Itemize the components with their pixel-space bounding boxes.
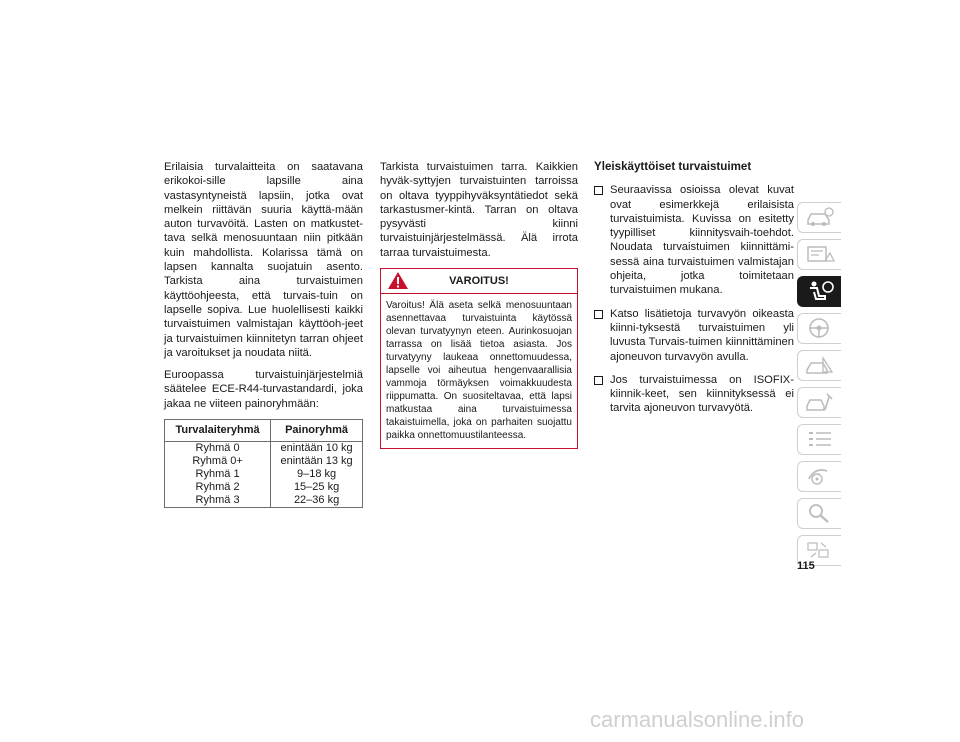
table-cell: Ryhmä 3 bbox=[165, 494, 271, 508]
tab-safety[interactable] bbox=[797, 276, 841, 307]
table-row bbox=[165, 468, 363, 481]
table-header-row bbox=[165, 420, 363, 442]
list-item-text: Katso lisätietoja turvavyön oikeasta kiinni-tyksestä turvaistuimen yli luvusta Turvais-tuimen kiinnittäminen ajoneuvon turvavyön avulla. bbox=[610, 307, 794, 363]
list-item bbox=[594, 373, 794, 416]
middle-column bbox=[380, 160, 578, 449]
table-cell: Ryhmä 0 bbox=[165, 442, 271, 456]
language-icon bbox=[805, 539, 835, 561]
multimedia-icon bbox=[805, 465, 835, 487]
chapter-tabs bbox=[797, 202, 841, 572]
standard-paragraph: Euroopassa turvaistuinjärjestelmiä säätelee ECE-R44-turvastandardi, joka jakaa ne viiteen painoryhmään: bbox=[164, 369, 363, 410]
table-cell: Ryhmä 1 bbox=[165, 468, 271, 481]
table-cell: 15–25 kg bbox=[293, 481, 340, 494]
table-cell: Ryhmä 0+ bbox=[165, 455, 271, 468]
table-header-weight: Painoryhmä bbox=[271, 420, 363, 442]
table-cell: enintään 10 kg bbox=[280, 442, 353, 455]
warning-triangle-icon bbox=[387, 271, 409, 290]
tab-emergency[interactable] bbox=[797, 350, 841, 381]
intro-paragraph: Erilaisia turvalaitteita on saatavana erikokoi-sille lapsille aina vastasyntyneistä lapsiin, jotka ovat melkein riittävän suuria käyttä-mään auton turvavöitä. Lasten on matkustet-tava selkä menosuuntaan niin pitkään kuin mahdollista. Kolarissa tämä on lapsen kannalta suojatuin asento. Tarkista aina turvaistuimen käyttöohjeesta, että turvais-tuin on lapselle sopiva. Lue huolellisesti kaikki turvaistuimen valmistajan käyttöoh-jeet ja turvaistuimen kiinnitetyn tarran ohjeet ja varoitukset ja noudata niitä. bbox=[164, 161, 363, 359]
list-item bbox=[594, 183, 794, 297]
weight-group-table bbox=[164, 419, 363, 508]
specifications-icon bbox=[805, 428, 835, 450]
tab-car-info[interactable] bbox=[797, 202, 841, 233]
table-row bbox=[165, 494, 363, 508]
bullet-list bbox=[594, 183, 794, 415]
list-item-text: Seuraavissa osioissa olevat kuvat ovat esimerkkejä erilaisista turvaistuimista. Kuvissa on esitetty tyypilliset kiinnitysvaih-toehdot. Noudata turvaistuimen kiinnittämi-sessä aina turvaistuimen valmistajan ohjeita, jotka toimitetaan turvaistuimen mukana. bbox=[610, 184, 794, 297]
table-row bbox=[165, 455, 363, 468]
dashboard-warning-icon bbox=[805, 243, 835, 265]
watermark-text: carmanualsonline.info bbox=[590, 707, 805, 732]
seat-safety-icon bbox=[805, 280, 835, 302]
page-number: 115 bbox=[797, 560, 815, 572]
table-row bbox=[165, 442, 363, 456]
table-cell: 22–36 kg bbox=[293, 494, 340, 507]
tab-driving[interactable] bbox=[797, 313, 841, 344]
warning-text: Varoitus! Älä aseta selkä menosuuntaan asennettavaa turvaistuinta käytössä olevan turvatyynyn eteen. Aurinkosuojan tarrassa on lisää tietoa asiasta. Jos turvatyyny laukeaa onnettomuudessa, lapselle voi aiheutua hengenvaarallisia vammoja törmäyksen voimakkuudesta riippumatta. On suositeltavaa, että lapsi matkustaa aina turvaistuimessa takaistuimella, joka on parhaiten suojattu paikka onnettomuustilanteessa. bbox=[386, 300, 572, 442]
tab-index[interactable] bbox=[797, 498, 841, 529]
table-cell: enintään 13 kg bbox=[280, 455, 353, 468]
car-service-icon bbox=[805, 391, 835, 413]
warning-box bbox=[380, 268, 578, 449]
table-cell: 9–18 kg bbox=[296, 468, 337, 481]
warning-title: VAROITUS! bbox=[449, 275, 509, 288]
left-column bbox=[164, 160, 363, 508]
tab-service[interactable] bbox=[797, 387, 841, 418]
table-cell: Ryhmä 2 bbox=[165, 481, 271, 494]
warning-header bbox=[381, 269, 577, 294]
bullet-square-icon bbox=[594, 376, 603, 385]
tab-specifications[interactable] bbox=[797, 424, 841, 455]
list-item bbox=[594, 307, 794, 364]
search-index-icon bbox=[805, 502, 835, 524]
table-row bbox=[165, 481, 363, 494]
emergency-car-icon bbox=[805, 354, 835, 376]
section-heading: Yleiskäyttöiset turvaistuimet bbox=[594, 160, 752, 173]
label-paragraph: Tarkista turvaistuimen tarra. Kaikkien hyväk-syttyjen turvaistuinten tarroissa on oltava tyyppihyväksyntätiedot sekä tarkastusmer-kintä. Tarran on oltava pysyvästi kiinni turvaistuinjärjestelmässä. Älä irrota tarraa turvaistuimesta. bbox=[380, 161, 578, 259]
car-info-icon bbox=[805, 206, 835, 228]
right-column bbox=[594, 160, 794, 425]
bullet-square-icon bbox=[594, 186, 603, 195]
tab-multimedia[interactable] bbox=[797, 461, 841, 492]
bullet-square-icon bbox=[594, 310, 603, 319]
tab-dashboard[interactable] bbox=[797, 239, 841, 270]
steering-wheel-icon bbox=[805, 317, 835, 339]
table-header-group: Turvalaiteryhmä bbox=[165, 420, 271, 442]
list-item-text: Jos turvaistuimessa on ISOFIX-kiinnik-keet, sen kiinnityksessä ei tarvita ajoneuvon turvavyötä. bbox=[610, 373, 794, 415]
